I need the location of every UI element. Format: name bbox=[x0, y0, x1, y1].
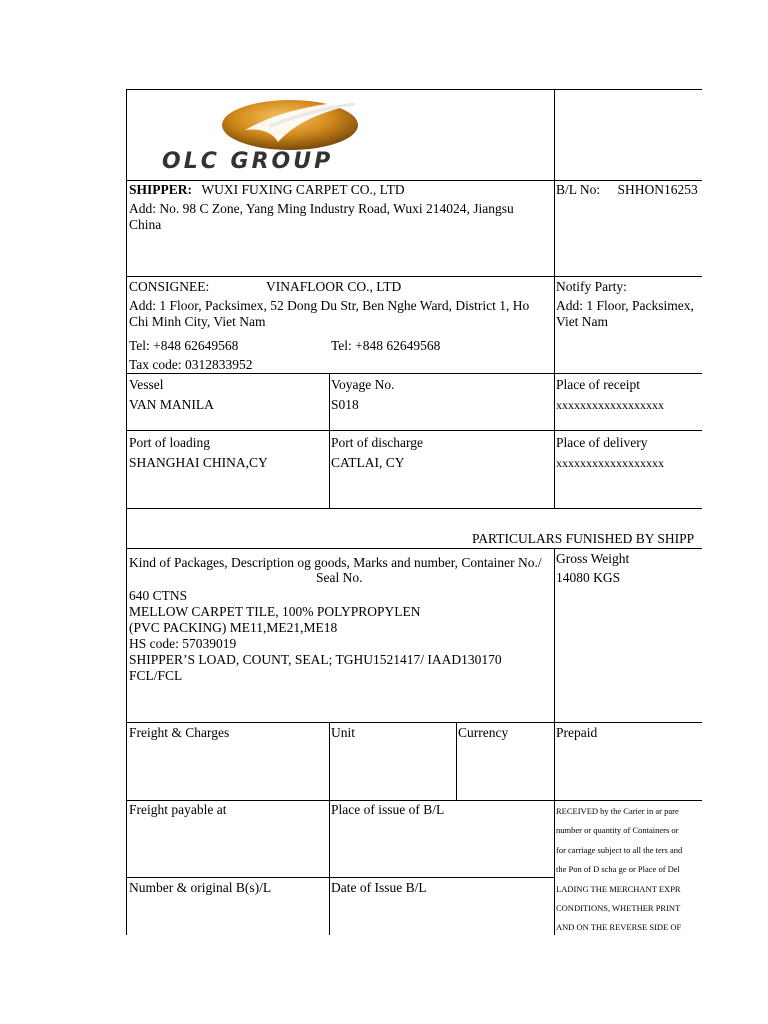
row-line-consignee bbox=[126, 276, 702, 277]
currency-divider bbox=[456, 722, 457, 800]
terms-line: AND ON THE REVERSE SIDE OF bbox=[556, 922, 682, 932]
row-line-ports bbox=[126, 430, 702, 431]
issue-date-label: Date of Issue B/L bbox=[331, 880, 427, 895]
right-column-divider-bottom bbox=[554, 548, 555, 935]
row-line-particulars bbox=[126, 508, 702, 509]
discharge-value: CATLAI, CY bbox=[331, 455, 405, 470]
vessel-value: VAN MANILA bbox=[129, 397, 214, 412]
top-border bbox=[126, 89, 702, 90]
row-line-original bbox=[126, 877, 554, 878]
mid-divider-freight bbox=[329, 722, 330, 935]
row-line-goods bbox=[126, 548, 702, 549]
goods-line: 640 CTNS bbox=[129, 588, 188, 603]
discharge-label: Port of discharge bbox=[331, 435, 423, 450]
row-line-shipper bbox=[126, 180, 702, 181]
consignee-tel-1: Tel: +848 62649568 bbox=[129, 338, 239, 353]
bl-number bbox=[556, 182, 698, 198]
consignee-tax-code: Tax code: 0312833952 bbox=[129, 357, 253, 372]
gross-weight-value: 14080 KGS bbox=[556, 570, 621, 585]
vessel-label: Vessel bbox=[129, 377, 164, 392]
consignee-address: Add: 1 Floor, Packsimex, 52 Dong Du Str, Ben Nghe Ward, District 1, Ho Chi Minh City, Viet Nam bbox=[129, 298, 530, 329]
shipper-label: SHIPPER: bbox=[129, 182, 193, 197]
left-border bbox=[126, 89, 127, 935]
delivery-label: Place of delivery bbox=[556, 435, 648, 450]
consignee-name: VINAFLOOR CO., LTD bbox=[266, 279, 402, 294]
issue-place-label: Place of issue of B/L bbox=[331, 802, 445, 817]
row-line-payable bbox=[126, 800, 702, 801]
unit-label: Unit bbox=[331, 725, 356, 740]
receipt-label: Place of receipt bbox=[556, 377, 640, 392]
terms-line: CONDITIONS, WHETHER PRINT bbox=[556, 903, 681, 913]
olc-group-logo bbox=[150, 96, 450, 176]
goods-line: FCL/FCL bbox=[129, 668, 183, 683]
consignee-label: CONSIGNEE: bbox=[129, 279, 210, 294]
freight-charges-label: Freight & Charges bbox=[129, 725, 230, 740]
terms-line: LADING THE MERCHANT EXPR bbox=[556, 884, 681, 894]
delivery-value: xxxxxxxxxxxxxxxxxx bbox=[556, 456, 664, 470]
bl-value: SHHON16253 bbox=[617, 182, 698, 197]
receipt-value: xxxxxxxxxxxxxxxxxx bbox=[556, 398, 664, 412]
voyage-value: S018 bbox=[331, 397, 359, 412]
loading-label: Port of loading bbox=[129, 435, 210, 450]
loading-value: SHANGHAI CHINA,CY bbox=[129, 455, 268, 470]
terms-line: the Pon of D scha ge or Place of Del bbox=[556, 864, 680, 874]
currency-label: Currency bbox=[458, 725, 509, 740]
notify-address-2: Viet Nam bbox=[556, 314, 609, 329]
shipper-block bbox=[129, 182, 405, 198]
gross-weight-label: Gross Weight bbox=[556, 551, 630, 566]
shipper-name: WUXI FUXING CARPET CO., LTD bbox=[201, 182, 405, 197]
goods-line: SHIPPER’S LOAD, COUNT, SEAL; TGHU1521417/ IAAD130170 bbox=[129, 652, 502, 667]
bl-label: B/L No: bbox=[556, 182, 601, 197]
right-column-divider-top bbox=[554, 89, 555, 508]
freight-payable-label: Freight payable at bbox=[129, 802, 227, 817]
goods-line: (PVC PACKING) ME11,ME21,ME18 bbox=[129, 620, 338, 635]
notify-address-1: Add: 1 Floor, Packsimex, bbox=[556, 298, 694, 313]
shipper-address: Add: No. 98 C Zone, Yang Ming Industry Road, Wuxi 214024, Jiangsu China bbox=[129, 201, 514, 232]
consignee-tel-2: Tel: +848 62649568 bbox=[331, 338, 441, 353]
goods-header-2: Seal No. bbox=[316, 570, 363, 585]
goods-header-1: Kind of Packages, Description og goods, Marks and number, Container No./ bbox=[129, 555, 542, 570]
logo-text: OLC GROUP bbox=[162, 149, 334, 174]
goods-line: HS code: 57039019 bbox=[129, 636, 237, 651]
notify-party-label: Notify Party: bbox=[556, 279, 627, 294]
particulars-title: PARTICULARS FUNISHED BY SHIPP bbox=[472, 531, 695, 546]
row-line-vessel bbox=[126, 373, 702, 374]
terms-line: for carriage subject to all the ters and bbox=[556, 845, 683, 855]
terms-line: RECEIVED by the Carier in ar pare bbox=[556, 806, 679, 816]
original-bl-label: Number & original B(s)/L bbox=[129, 880, 272, 895]
terms-line: number or quantity of Containers or bbox=[556, 825, 679, 835]
row-line-freight bbox=[126, 722, 702, 723]
goods-line: MELLOW CARPET TILE, 100% POLYPROPYLEN bbox=[129, 604, 421, 619]
mid-divider-ports bbox=[329, 373, 330, 508]
prepaid-label: Prepaid bbox=[556, 725, 598, 740]
voyage-label: Voyage No. bbox=[331, 377, 395, 392]
